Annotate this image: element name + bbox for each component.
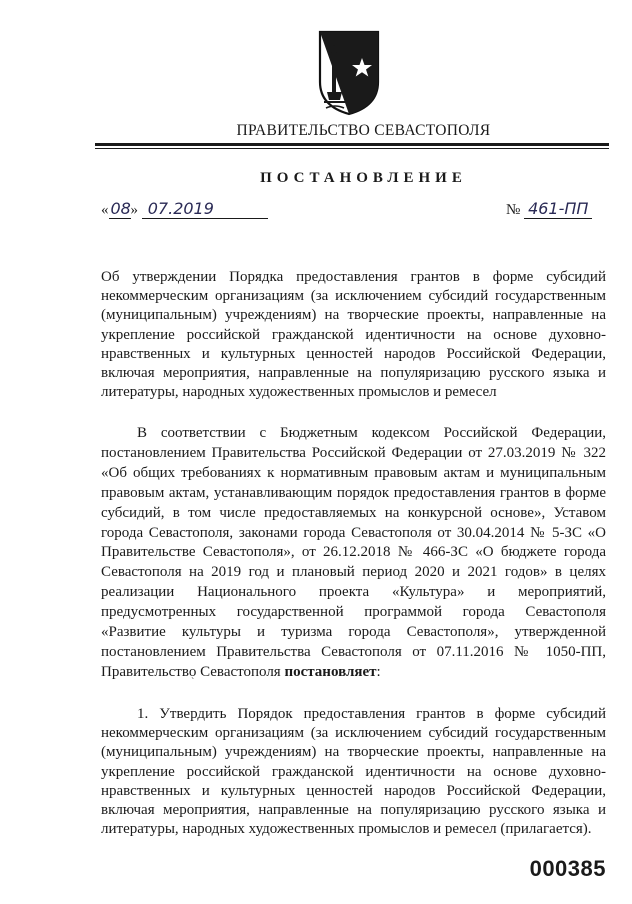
date-open-quote: « [101, 202, 109, 218]
org-name: ПРАВИТЕЛЬСТВО СЕВАСТОПОЛЯ [236, 122, 491, 139]
document-date [101, 200, 268, 219]
serial-stamp-number: 000385 [529, 856, 606, 881]
date-close-quote: » [130, 202, 138, 218]
number-value: 461-ПП [524, 200, 592, 219]
scan-speck: ˋ [191, 677, 195, 688]
preamble-paragraph [101, 424, 606, 683]
header-rule-thick [95, 143, 609, 146]
item-1-paragraph: 1. Утвердить Порядок предоставления грантов в форме субсидий некоммерческим организациям (за исключением субсидий государственным (муниципальным) учреждениям) на творческие проекты, направленные на укрепление российской гражданской идентичности на основе духовно-нравственных и культурных ценностей народов Российской Федерации, включая мероприятия, направленные на популяризацию русского языка и литературы, народных художественных промыслов и ремесел (прилагается). [101, 706, 606, 838]
sevastopol-coat-of-arms-icon [318, 30, 380, 116]
preamble-bold-word: постановляет [284, 663, 377, 680]
document-title: ПОСТАНОВЛЕНИЕ [260, 170, 467, 186]
date-day: 08 [110, 199, 131, 218]
preamble-text: В соответствии с Бюджетным кодексом Российской Федерации, постановлением Правительства Российской Федерации от 27.03.2019 № 322 «Об общих требованиях к нормативным правовым актам и муниципальным правовым актам, устанавливающим порядок предоставления грантов в форме субсидий, в том числе предоставляемых на конкурсной основе», Уставом города Севастополя, законами города Севастополя от 30.04.2014 № 5-ЗС «О Правительстве Севастополя», от 26.12.2018 № 466-ЗС «О бюджете города Севастополя на 2019 год и плановый период 2020 и 2021 годов» в целях реализации Национального проекта «Культура» и мероприятий, предусмотренных государственной программой города Севастополя «Развитие культуры и туризма города Севастополя», утвержденной постановлением Правительства Севастополя от 07.11.2016 № 1050-ПП, Правительство Севастополя [101, 425, 606, 680]
header-rule-thin [95, 148, 609, 149]
date-month-year: 07.2019 [142, 200, 268, 219]
document-number [506, 200, 592, 219]
document-subject: Об утверждении Порядка предоставления грантов в форме субсидий некоммерческим организациям (за исключением субсидий государственным (муниципальным) учреждениям) на творческие проекты, направленные на укрепление российской гражданской идентичности на основе духовно-нравственных и культурных ценностей народов Российской Федерации, включая мероприятия, направленные на популяризацию русского языка и литературы, народных художественных промыслов и ремесел [101, 269, 606, 401]
preamble-tail: : [376, 663, 381, 680]
number-label: № [506, 202, 521, 218]
